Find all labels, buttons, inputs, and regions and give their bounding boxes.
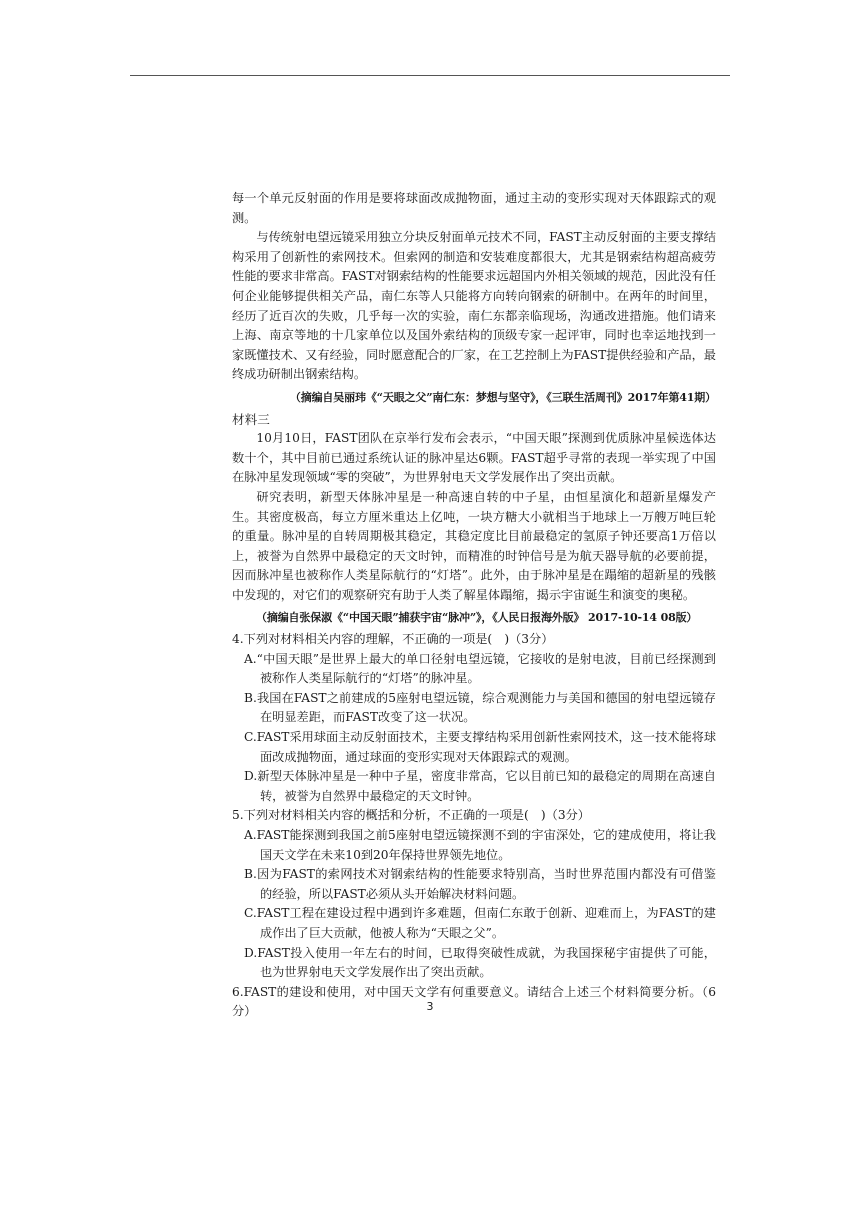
question-4-stem: 4.下列对材料相关内容的理解，不正确的一项是( )（3分） — [232, 632, 554, 647]
exam-page-content — [232, 189, 716, 1022]
material3-title: 材料三 — [232, 411, 270, 427]
question-5-option-c: C.FAST工程在建设过程中遇到许多难题，但南仁东敢于创新、迎难而上，为FAST的建成作出了巨大贡献，他被人称为“天眼之父”。 — [244, 906, 716, 940]
question-5-option-a: A.FAST能探测到我国之前5座射电望远镜探测不到的宇宙深处，它的建成使用，将让我国天文学在未来10到20年保持世界领先地位。 — [244, 828, 716, 862]
question-5-option-d: D.FAST投入使用一年左右的时间，已取得突破性成就，为我国探秘宇宙提供了可能，也为世界射电天文学发展作出了突出贡献。 — [244, 945, 716, 980]
question-4-option-a: A.“中国天眼”是世界上最大的单口径射电望远镜，它接收的是射电波，目前已经探测到被称作人类星际航行的“灯塔”的脉冲星。 — [244, 651, 716, 686]
material2-source: （摘编自吴丽玮《“天眼之父”南仁东：梦想与坚守》，《三联生活周刊》2017年第41期） — [289, 390, 716, 404]
material2-paragraph-1: 每一个单元反射面的作用是要将球面改成抛物面，通过主动的变形实现对天体跟踪式的观测。 — [232, 191, 716, 225]
page-top-rule — [130, 75, 730, 76]
question-5-stem: 5.下列对材料相关内容的概括和分析，不正确的一项是( )（3分） — [232, 808, 590, 823]
material2-paragraph-2: 与传统射电望远镜采用独立分块反射面单元技术不同，FAST主动反射面的主要支撑结构采用了创新性的索网技术。但索网的制造和安装难度都很大，尤其是钢索结构超高疲劳性能的要求非常高。FAST对钢索结构的性能要求远超国内外相关领域的规范，因此没有任何企业能够提供相关产品，南仁东等人只能将方向转向钢索的研制中。在两年的时间里，经历了近百次的失败，几乎每一次的实验，南仁东都亲临现场，沟通改进措施。他们请来上海、南京等地的十几家单位以及国外索结构的顶级专家一起评审，同时也幸运地找到一家既懂技术、又有经验，同时愿意配合的厂家，在工艺控制上为FAST提供经验和产品，最终成功研制出钢索结构。 — [232, 230, 716, 382]
page-number: 3 — [426, 1000, 434, 1013]
question-5-option-b: B.因为FAST的索网技术对钢索结构的性能要求特别高，当时世界范围内都没有可借鉴的经验，所以FAST必须从头开始解决材料问题。 — [244, 867, 716, 901]
question-6-stem: 6.FAST的建设和使用，对中国天文学有何重要意义。请结合上述三个材料简要分析。（6分） — [232, 984, 716, 1019]
question-4-option-c: C.FAST采用球面主动反射面技术，主要支撑结构采用创新性索网技术，这一技术能将球面改成抛物面，通过球面的变形实现对天体跟踪式的观测。 — [244, 730, 717, 764]
material3-paragraph-2: 研究表明，新型天体脉冲星是一种高速自转的中子星，由恒星演化和超新星爆发产生。其密度极高，每立方厘米重达上亿吨，一块方糖大小就相当于地球上一万艘万吨巨轮的重量。脉冲星的自转周期极其稳定，其稳定度比目前最稳定的氢原子钟还要高1万倍以上，被誉为自然界中最稳定的天文时钟，而精准的时钟信号是为航天器导航的必要前提，因而脉冲星也被称作人类星际航行的“灯塔”。此外，由于脉冲星是在蹋缩的超新星的残骸中发现的，对它们的观察研究有助于人类了解星体蹋缩，揭示宇宙诞生和演变的奥秘。 — [232, 489, 716, 602]
material3-source: （摘编自张保淑《“中国天眼”捕获宇宙“脉冲”》，《人民日报海外版》 2017-10-14 08版） — [256, 611, 698, 625]
question-4-option-b: B.我国在FAST之前建成的5座射电望远镜，综合观测能力与美国和德国的射电望远镜存在明显差距，而FAST改变了这一状况。 — [244, 690, 716, 725]
question-4-option-d: D.新型天体脉冲星是一种中子星，密度非常高，它以目前已知的最稳定的周期在高速自转，被誉为自然界中最稳定的天文时钟。 — [244, 769, 716, 803]
material3-paragraph-1: 10月10日，FAST团队在京举行发布会表示，“中国天眼”探测到优质脉冲星候选体达数十个，其中目前已通过系统认证的脉冲星达6颗。FAST超乎寻常的表现一举实现了中国在脉冲星发现领域“零的突破”，为世界射电天文学发展作出了突出贡献。 — [232, 431, 716, 485]
